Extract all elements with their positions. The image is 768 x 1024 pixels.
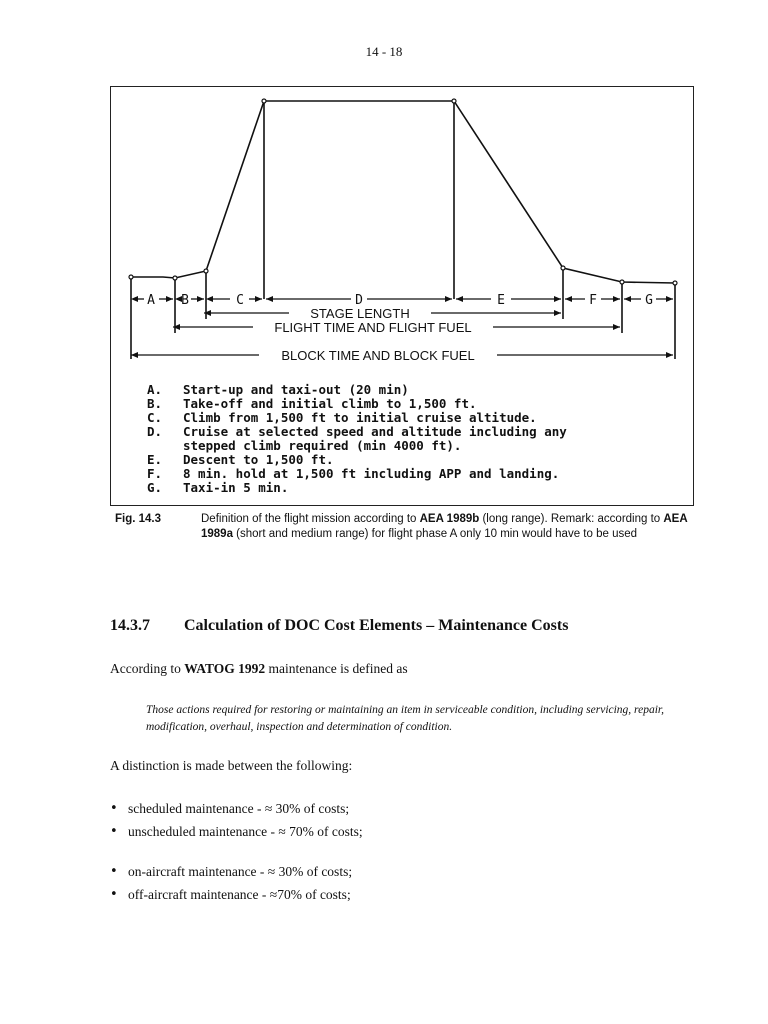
caption-label: Fig. 14.3	[115, 513, 162, 525]
legend-key-a: A.	[147, 382, 163, 397]
list-item: • on-aircraft maintenance - ≈ 30% of costs;	[110, 862, 352, 885]
phase-label-a: A	[147, 293, 155, 308]
page-number: 14 - 18	[365, 44, 403, 59]
stage-length-label: STAGE LENGTH	[310, 306, 410, 321]
block-time-label: BLOCK TIME AND BLOCK FUEL	[281, 348, 475, 363]
legend-text-g: Taxi-in 5 min.	[183, 480, 289, 495]
distinction-paragraph: A distinction is made between the following:	[110, 758, 353, 773]
legend-key-g: G.	[147, 480, 163, 495]
legend-text-b: Take-off and initial climb to 1,500 ft.	[183, 396, 477, 411]
flight-profile-diagram	[111, 87, 695, 507]
legend-key-c: C.	[147, 410, 163, 425]
phase-label-b: B	[181, 293, 189, 308]
phase-label-c: C	[236, 293, 244, 308]
legend-text-d-1: Cruise at selected speed and altitude including any	[183, 424, 567, 439]
maintenance-list-scheduled	[110, 799, 363, 845]
list-item: • unscheduled maintenance - ≈ 70% of costs;	[110, 822, 363, 845]
intro-paragraph: According to WATOG 1992 maintenance is defined as	[110, 661, 408, 676]
legend-text-f: 8 min. hold at 1,500 ft including APP and landing.	[183, 466, 560, 481]
flight-time-label: FLIGHT TIME AND FLIGHT FUEL	[274, 320, 472, 335]
legend-key-f: F.	[147, 466, 163, 481]
maintenance-list-aircraft	[110, 862, 352, 908]
section-heading	[110, 617, 568, 635]
legend-key-e: E.	[147, 452, 163, 467]
phase-label-d: D	[355, 293, 363, 308]
phase-label-f: F	[589, 293, 597, 308]
section-title: Calculation of DOC Cost Elements – Maintenance Costs	[184, 617, 569, 634]
legend-text-c: Climb from 1,500 ft to initial cruise altitude.	[183, 410, 537, 425]
section-number: 14.3.7	[110, 617, 150, 634]
list-item: • off-aircraft maintenance - ≈70% of costs;	[110, 885, 352, 908]
caption-text: Definition of the flight mission according to AEA 1989b (long range). Remark: according to AEA 1989a (short and medium range) for flight phase A only 10 min would have to be used	[201, 513, 688, 540]
phase-label-g: G	[645, 293, 653, 308]
flight-mission-figure	[110, 86, 694, 506]
legend-key-b: B.	[147, 396, 163, 411]
legend-key-d: D.	[147, 424, 163, 439]
legend-text-a: Start-up and taxi-out (20 min)	[183, 382, 409, 397]
definition-quote: Those actions required for restoring or maintaining an item in serviceable condition, including servicing, repair, modification, overhaul, inspection and determination of condition.	[146, 704, 664, 733]
legend-text-d-2: stepped climb required (min 4000 ft).	[183, 438, 462, 453]
caption-source-2: AEA 1989a	[201, 513, 688, 540]
phase-label-e: E	[497, 293, 505, 308]
flight-profile-line	[131, 101, 675, 283]
list-item: • scheduled maintenance - ≈ 30% of costs;	[110, 799, 363, 822]
intro-source: WATOG 1992	[184, 661, 266, 676]
legend-text-e: Descent to 1,500 ft.	[183, 452, 334, 467]
caption-source-1: AEA 1989b	[419, 513, 480, 525]
